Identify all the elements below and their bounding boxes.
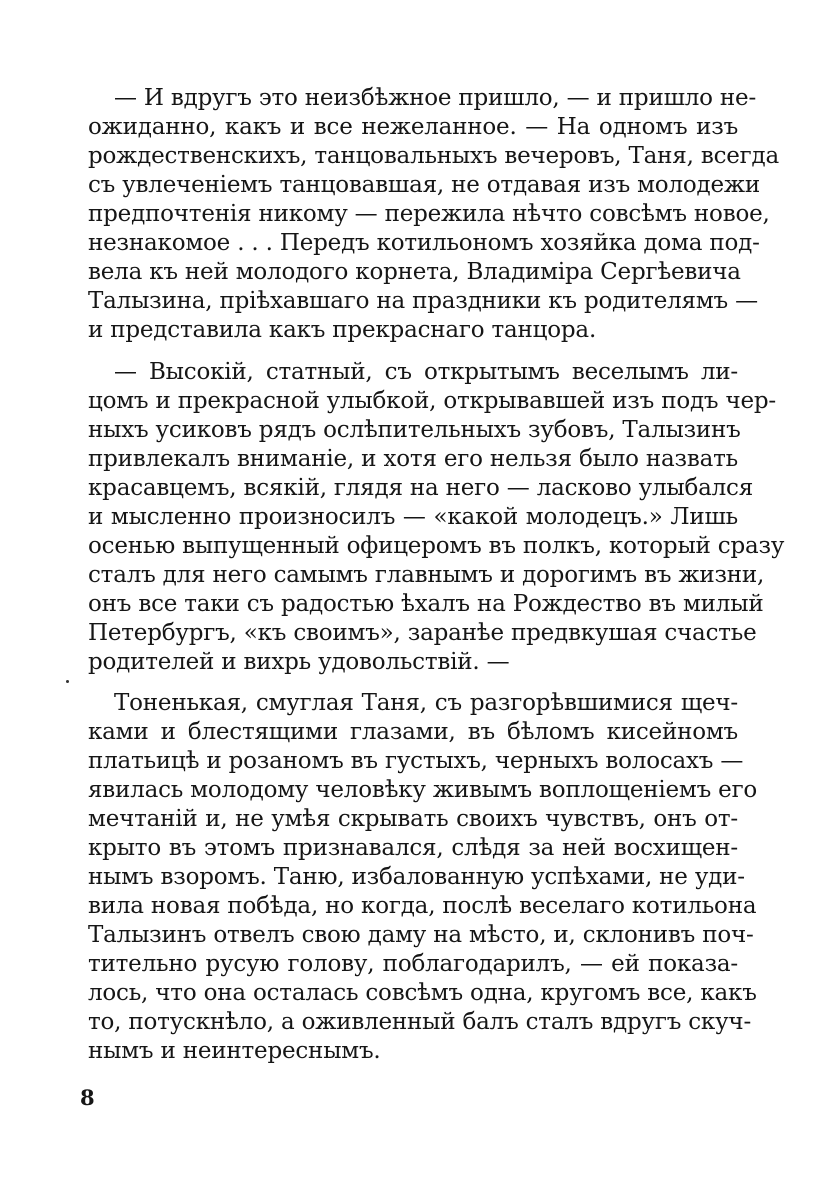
text-line: крыто въ этомъ признавался, слѣдя за ней восхищен-: [88, 835, 738, 861]
text-line: явилась молодому человѣку живымъ воплощеніемъ его: [88, 777, 758, 803]
text-line: Петербургъ, «къ своимъ», заранѣе предвкушая счастье: [88, 620, 757, 646]
text-line: сталъ для него самымъ главнымъ и дорогимъ въ жизни,: [88, 562, 765, 588]
text-line: ныхъ усиковъ рядъ ослѣпительныхъ зубовъ, Талызинъ: [88, 417, 741, 443]
text-line: ожиданно, какъ и все нежеланное. — На одномъ изъ: [88, 114, 738, 140]
text-line: и мысленно произносилъ — «какой молодецъ.» Лишь: [88, 504, 738, 530]
text-line: красавцемъ, всякій, глядя на него — ласково улыбался: [88, 475, 754, 501]
text-line: предпочтенія никому — пережила нѣчто совсѣмъ новое,: [88, 201, 770, 227]
text-line: нымъ и неинтереснымъ.: [88, 1038, 381, 1064]
text-line: — И вдругъ это неизбѣжное пришло, — и пришло не-: [114, 85, 757, 111]
text-line: рождественскихъ, танцовальныхъ вечеровъ, Таня, всегда: [88, 143, 779, 169]
paragraph-3: [88, 689, 758, 1066]
text-line: Тоненькая, смуглая Таня, съ разгорѣвшимися щеч-: [114, 690, 738, 716]
text-line: родителей и вихрь удовольствій. —: [88, 649, 510, 675]
page-number: 8: [80, 1085, 95, 1110]
scan-speck: [66, 680, 69, 683]
text-line: вела къ ней молодого корнета, Владиміра Сергѣевича: [88, 259, 741, 285]
text-line: платьицѣ и розаномъ въ густыхъ, черныхъ волосахъ —: [88, 748, 744, 774]
text-line: ками и блестящими глазами, въ бѣломъ кисейномъ: [88, 719, 738, 745]
text-line: то, потускнѣло, а оживленный балъ сталъ вдругъ скуч-: [88, 1009, 752, 1035]
text-line: привлекалъ вниманіе, и хотя его нельзя было назвать: [88, 446, 738, 472]
text-line: вила новая побѣда, но когда, послѣ веселаго котильона: [88, 893, 757, 919]
text-line: съ увлеченіемъ танцовавшая, не отдавая изъ молодежи: [88, 172, 760, 198]
text-line: и представила какъ прекраснаго танцора.: [88, 317, 597, 343]
text-line: — Высокій, статный, съ открытымъ веселымъ ли-: [114, 359, 738, 385]
text-line: осенью выпущенный офицеромъ въ полкъ, который сразу: [88, 533, 785, 559]
text-line: лось, что она осталась совсѣмъ одна, кругомъ все, какъ: [88, 980, 757, 1006]
text-line: Талызина, пріѣхавшаго на праздники къ родителямъ —: [88, 288, 758, 314]
text-line: незнакомое . . . Передъ котильономъ хозяйка дома под-: [88, 230, 760, 256]
text-line: Талызинъ отвелъ свою даму на мѣсто, и, склонивъ поч-: [88, 922, 754, 948]
paragraph-1: [88, 84, 779, 345]
text-line: цомъ и прекрасной улыбкой, открывавшей изъ подъ чер-: [88, 388, 776, 414]
text-line: мечтаній и, не умѣя скрывать своихъ чувствъ, онъ от-: [88, 806, 738, 832]
paragraph-2: [88, 358, 785, 677]
text-line: онъ все таки съ радостью ѣхалъ на Рождество въ милый: [88, 591, 764, 617]
text-line: нымъ взоромъ. Таню, избалованную успѣхами, не уди-: [88, 864, 745, 890]
text-line: тительно русую голову, поблагодарилъ, — ей показа-: [88, 951, 738, 977]
